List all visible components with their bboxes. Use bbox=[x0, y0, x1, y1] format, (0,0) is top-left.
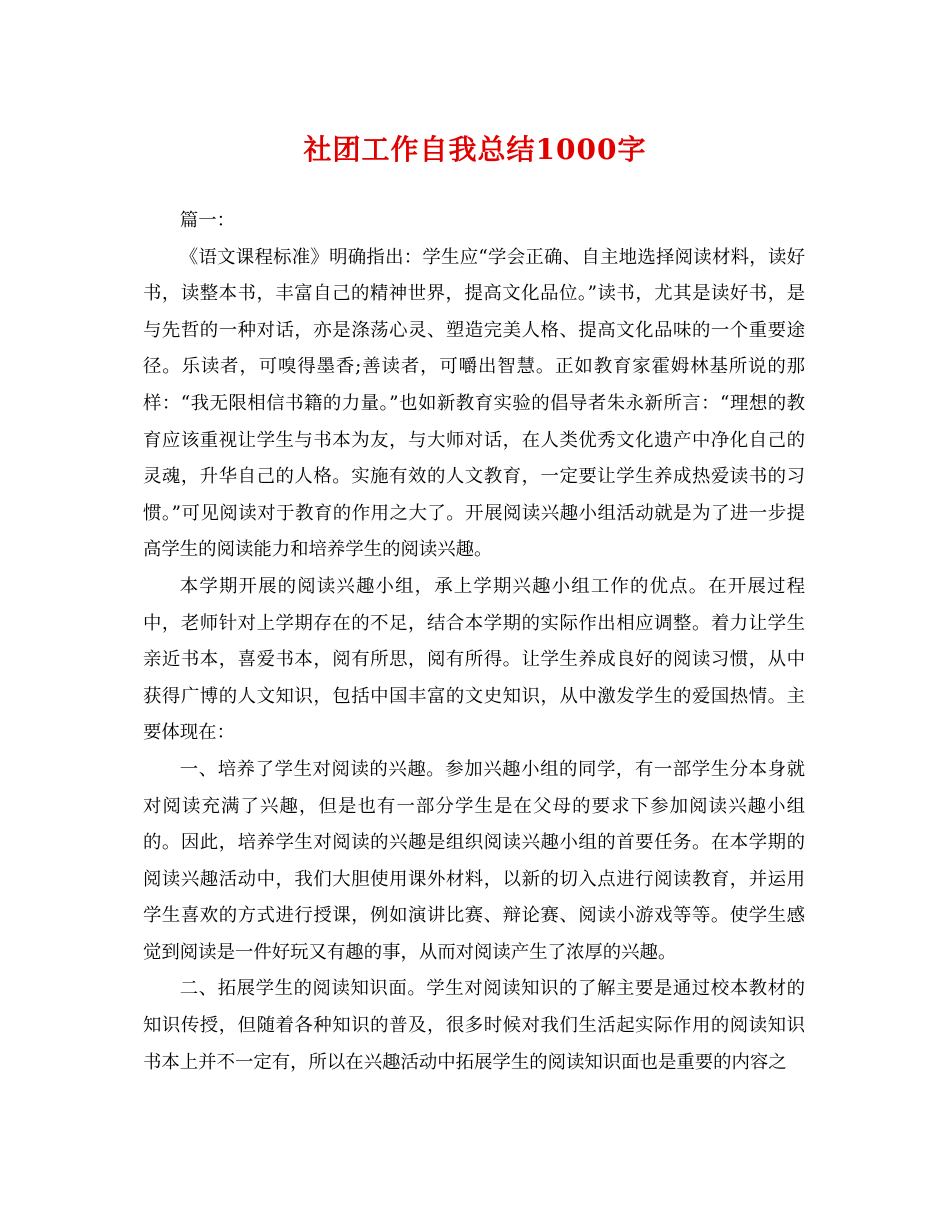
paragraph-4: 二、拓展学生的阅读知识面。学生对阅读知识的了解主要是通过校本教材的知识传授，但随着各种知识的普及，很多时候对我们生活起实际作用的阅读知识书本上并不一定有，所以在兴趣活动中拓展学生的阅读知识面也是重要的内容之 bbox=[143, 978, 805, 1073]
section-heading: 篇一： bbox=[179, 210, 235, 231]
paragraph-3: 一、培养了学生对阅读的兴趣。参加兴趣小组的同学，有一部学生分本身就对阅读充满了兴趣，但是也有一部分学生是在父母的要求下参加阅读兴趣小组的。因此，培养学生对阅读的兴趣是组织阅读兴趣小组的首要任务。在本学期的阅读兴趣活动中，我们大胆使用课外材料，以新的切入点进行阅读教育，并运用学生喜欢的方式进行授课，例如演讲比赛、辩论赛、阅读小游戏等等。使学生感觉到阅读是一件好玩又有趣的事，从而对阅读产生了浓厚的兴趣。 bbox=[143, 758, 805, 963]
document-title: 社团工作自我总结1000字 bbox=[303, 133, 647, 166]
paragraph-1: 《语文课程标准》明确指出：学生应“学会正确、自主地选择阅读材料，读好书，读整本书，丰富自己的精神世界，提高文化品位。”读书，尤其是读好书，是与先哲的一种对话，亦是涤荡心灵、塑造完美人格、提高文化品味的一个重要途径。乐读者，可嗅得墨香;善读者，可嚼出智慧。正如教育家霍姆林基所说的那样：“我无限相信书籍的力量。”也如新教育实验的倡导者朱永新所言：“理想的教育应该重视让学生与书本为友，与大师对话，在人类优秀文化遗产中净化自己的灵魂，升华自己的人格。实施有效的人文教育，一定要让学生养成热爱读书的习惯。”可见阅读对于教育的作用之大了。开展阅读兴趣小组活动就是为了进一步提高学生的阅读能力和培养学生的阅读兴趣。 bbox=[143, 246, 805, 561]
paragraph-2: 本学期开展的阅读兴趣小组，承上学期兴趣小组工作的优点。在开展过程中，老师针对上学期存在的不足，结合本学期的实际作出相应调整。着力让学生亲近书本，喜爱书本，阅有所思，阅有所得。让学生养成良好的阅读习惯，从中获得广博的人文知识，包括中国丰富的文史知识，从中激发学生的爱国热情。主要体现在： bbox=[143, 575, 805, 744]
document-body bbox=[143, 203, 805, 1081]
